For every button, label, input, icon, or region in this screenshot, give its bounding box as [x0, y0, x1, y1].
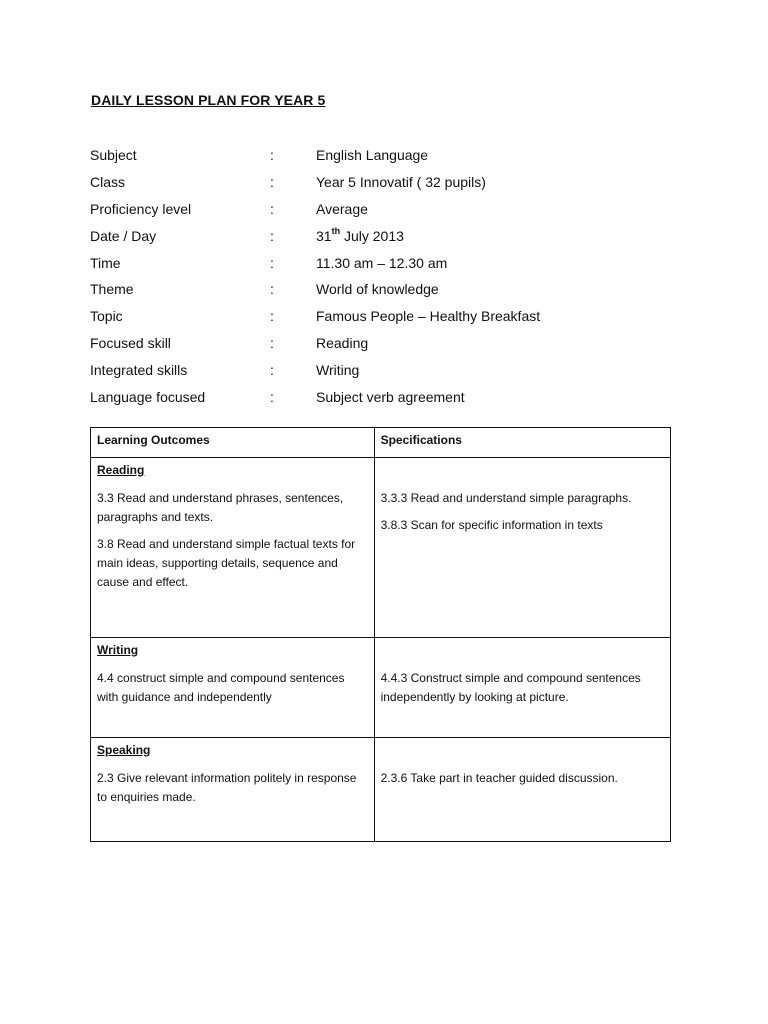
info-colon: : [270, 389, 274, 406]
info-label: Theme [90, 281, 134, 298]
outcome-item: 4.4 construct simple and compound sentences with guidance and independently [97, 671, 345, 704]
info-row-time [90, 253, 690, 280]
info-row-language-focused [90, 387, 690, 414]
info-value: Famous People – Healthy Breakfast [316, 308, 541, 325]
outcome-item: 3.8 Read and understand simple factual texts for main ideas, supporting details, sequence and cause and effect. [97, 537, 356, 589]
info-label: Proficiency level [90, 200, 192, 217]
table-row-reading [91, 458, 671, 638]
info-row-topic [90, 306, 690, 333]
info-colon: : [270, 147, 274, 163]
info-colon: : [270, 362, 274, 379]
info-value: 11.30 am – 12.30 am [316, 254, 448, 271]
info-row-class [90, 172, 690, 199]
specification-item: 3.3.3 Read and understand simple paragraphs. [380, 491, 632, 505]
info-label: Integrated skills [90, 362, 188, 379]
info-colon: : [270, 335, 274, 352]
info-label: Class [90, 173, 126, 190]
date-ordinal-suffix: th [331, 226, 341, 237]
info-row-theme [90, 279, 690, 306]
table-header-row [91, 428, 671, 458]
info-row-date [90, 226, 690, 253]
document-title: DAILY LESSON PLAN FOR YEAR 5 [91, 92, 326, 108]
info-label: Focused skill [90, 335, 171, 352]
info-value: Subject verb agreement [316, 389, 465, 406]
section-heading-reading: Reading [97, 463, 145, 477]
info-value: Average [316, 200, 368, 217]
reading-outcomes-cell [91, 458, 375, 638]
info-row-integrated-skills [90, 360, 690, 387]
outcome-item: 2.3 Give relevant information politely in response to enquiries made. [97, 771, 357, 804]
info-row-proficiency [90, 199, 690, 226]
writing-outcomes-cell [91, 638, 375, 738]
info-label: Subject [90, 147, 137, 163]
lesson-info [90, 145, 690, 414]
info-value: English Language [316, 147, 429, 163]
info-label: Date / Day [90, 227, 157, 244]
info-colon: : [270, 200, 274, 217]
table-row-writing [91, 638, 671, 738]
reading-specifications-cell [374, 458, 670, 638]
info-label: Language focused [90, 389, 206, 406]
specification-item: 2.3.6 Take part in teacher guided discussion. [380, 771, 618, 785]
specification-item: 4.4.3 Construct simple and compound sentences independently by looking at picture. [380, 671, 641, 704]
info-value [316, 226, 404, 246]
speaking-outcomes-cell [91, 738, 375, 842]
date-month-year: July 2013 [340, 227, 404, 244]
info-row-subject [90, 145, 690, 172]
info-colon: : [270, 254, 274, 271]
outcome-item: 3.3 Read and understand phrases, sentences, paragraphs and texts. [97, 491, 344, 524]
info-colon: : [270, 281, 274, 298]
section-heading-speaking: Speaking [97, 743, 151, 757]
info-value: Year 5 Innovatif ( 32 pupils) [316, 173, 486, 190]
info-colon: : [270, 227, 274, 244]
specification-item: 3.8.3 Scan for specific information in texts [380, 518, 603, 532]
header-specifications: Specifications [374, 428, 670, 458]
info-label: Time [90, 254, 121, 271]
learning-outcomes-table [90, 427, 671, 842]
info-value: Writing [316, 362, 360, 379]
section-heading-writing: Writing [97, 643, 139, 657]
info-colon: : [270, 173, 274, 190]
table-row-speaking [91, 738, 671, 842]
writing-specifications-cell [374, 638, 670, 738]
header-learning-outcomes: Learning Outcomes [91, 428, 375, 458]
info-colon: : [270, 308, 274, 325]
speaking-specifications-cell [374, 738, 670, 842]
info-row-focused-skill [90, 333, 690, 360]
info-value: Reading [316, 335, 369, 352]
info-label: Topic [90, 308, 123, 325]
info-value: World of knowledge [316, 281, 439, 298]
date-day-number: 31 [316, 227, 332, 244]
